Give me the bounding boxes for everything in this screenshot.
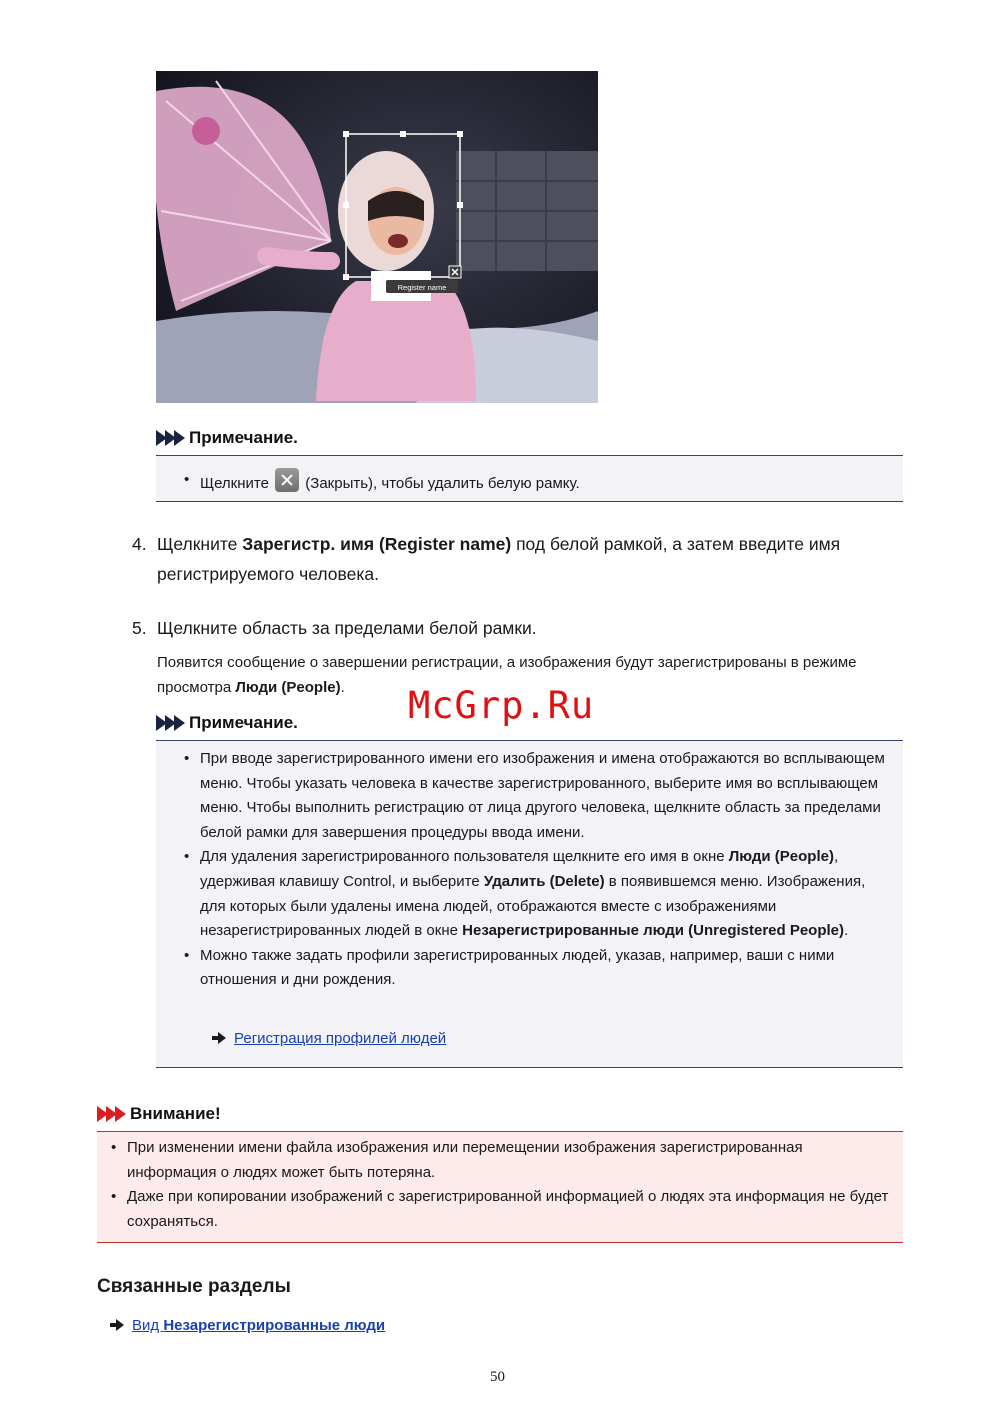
step-number: 5. bbox=[132, 618, 147, 638]
profile-link-row bbox=[212, 1027, 446, 1052]
register-profiles-link[interactable]: Регистрация профилей людей bbox=[234, 1030, 447, 1047]
step-5-description: Появится сообщение о завершении регистрации, а изображения будут зарегистрированы в режиме просмотра Люди (People). bbox=[157, 654, 857, 696]
warning-title: Внимание! bbox=[130, 1104, 221, 1123]
note-header bbox=[156, 709, 298, 737]
warning-item: • При изменении имени файла изображения или перемещении изображения зарегистрированная информация о людях может быть потеряна. bbox=[109, 1136, 891, 1185]
warning-box bbox=[97, 1131, 903, 1243]
note-item: • При вводе зарегистрированного имени его изображения и имена отображаются во всплывающем меню. Чтобы указать человека в качестве зарегистрированного, выберите имя во всплывающем меню. Чтобы выполнить регистрацию от лица другого человека, щелкните область за пределами белой рамки для завершения процедуры ввода имени. bbox=[182, 747, 895, 845]
note-header bbox=[156, 424, 298, 452]
warning-chevron-icon bbox=[97, 1106, 124, 1122]
page-number: 50 bbox=[490, 1369, 505, 1385]
note-title: Примечание. bbox=[189, 428, 298, 447]
arrow-right-icon bbox=[110, 1319, 124, 1331]
note-item: • Можно также задать профили зарегистрированных людей, указав, например, ваши с ними отношения и дни рождения. bbox=[182, 944, 895, 993]
arrow-right-icon bbox=[212, 1032, 226, 1044]
note-item: • Щелкните (Закрыть), чтобы удалить белую рамку. bbox=[182, 468, 883, 497]
unregistered-people-view-link[interactable]: Вид Незарегистрированные люди bbox=[132, 1317, 386, 1334]
note-box bbox=[156, 740, 903, 1068]
related-link-row bbox=[110, 1314, 385, 1339]
step-4: 4. Щелкните Зарегистр. имя (Register name) под белой рамкой, а затем введите имя регистрируемого человека. bbox=[132, 529, 912, 589]
note-title: Примечание. bbox=[189, 713, 298, 732]
close-icon bbox=[275, 468, 299, 492]
register-name-overlay: Register name bbox=[397, 283, 447, 292]
watermark: McGrp.Ru bbox=[408, 684, 595, 727]
note-item: • Для удаления зарегистрированного пользователя щелкните его имя в окне Люди (People), удерживая клавишу Control, и выберите Удалить (Delete) в появившемся меню. Изображения, для которых были удалены имена людей, отображаются вместе с изображениями незарегистрированных людей в окне Незарегистрированные люди (Unregistered People). bbox=[182, 845, 895, 943]
warning-header bbox=[97, 1100, 221, 1128]
note-chevron-icon bbox=[156, 430, 183, 446]
note-box bbox=[156, 455, 903, 502]
warning-item: • Даже при копировании изображений с зарегистрированной информацией о людях эта информация не будет сохраняться. bbox=[109, 1185, 891, 1234]
step-number: 4. bbox=[132, 534, 147, 554]
girl-with-umbrella-illustration bbox=[156, 71, 598, 403]
related-topics-title: Связанные разделы bbox=[97, 1276, 291, 1297]
note-chevron-icon bbox=[156, 715, 183, 731]
step-5: 5. Щелкните область за пределами белой рамки. bbox=[132, 613, 912, 643]
screenshot-image bbox=[156, 71, 598, 403]
